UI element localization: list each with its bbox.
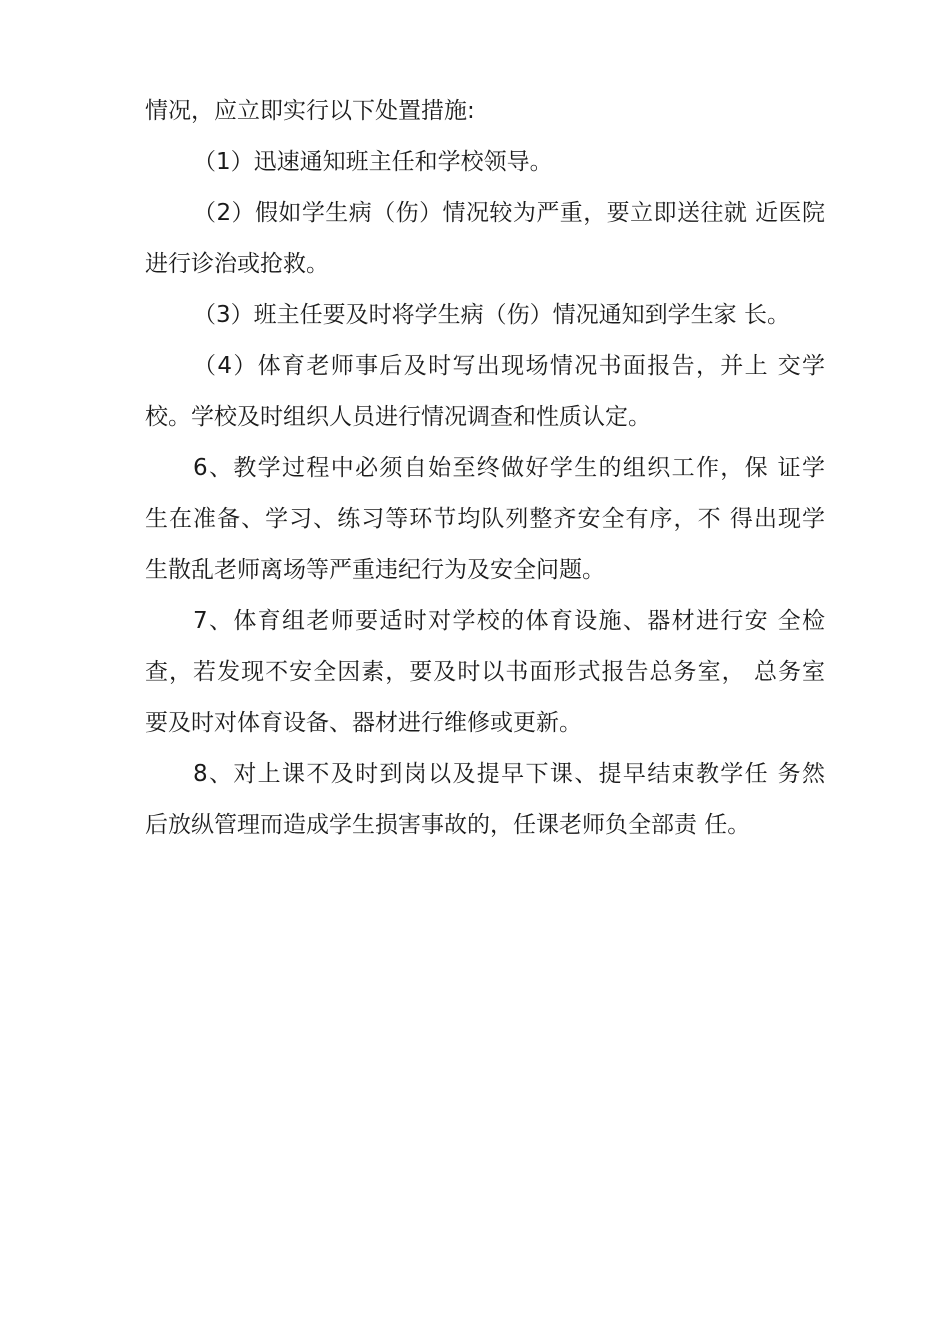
text-line: 要及时对体育设备、器材进行维修或更新。 — [145, 710, 582, 736]
document-body — [145, 86, 825, 851]
text-line: 情况，应立即实行以下处置措施: — [145, 98, 475, 124]
text-line: 进行诊治或抢救。 — [145, 251, 329, 277]
text-line: （2）假如学生病（伤）情况较为严重，要立即送往就 近医院 — [193, 200, 825, 226]
text-line: 生在准备、学习、练习等环节均队列整齐安全有序，不 得出现学 — [145, 506, 825, 532]
text-line: （4）体育老师事后及时写出现场情况书面报告，并上 交学 — [193, 353, 825, 379]
text-line: 校。学校及时组织人员进行情况调查和性质认定。 — [145, 404, 651, 430]
text-line: 生散乱老师离场等严重违纪行为及安全问题。 — [145, 557, 605, 583]
text-line: 8、对上课不及时到岗以及提早下课、提早结束教学任 务然 — [193, 761, 825, 787]
text-line: 后放纵管理而造成学生损害事故的，任课老师负全部责 任。 — [145, 812, 751, 838]
text-line: （1）迅速通知班主任和学校领导。 — [193, 149, 553, 175]
text-line: 6、教学过程中必须自始至终做好学生的组织工作，保 证学 — [193, 455, 825, 481]
text-line: （3）班主任要及时将学生病（伤）情况通知到学生家 长。 — [193, 302, 790, 328]
text-line: 查，若发现不安全因素，要及时以书面形式报告总务室， 总务室 — [145, 659, 825, 685]
text-line: 7、体育组老师要适时对学校的体育设施、器材进行安 全检 — [193, 608, 825, 634]
